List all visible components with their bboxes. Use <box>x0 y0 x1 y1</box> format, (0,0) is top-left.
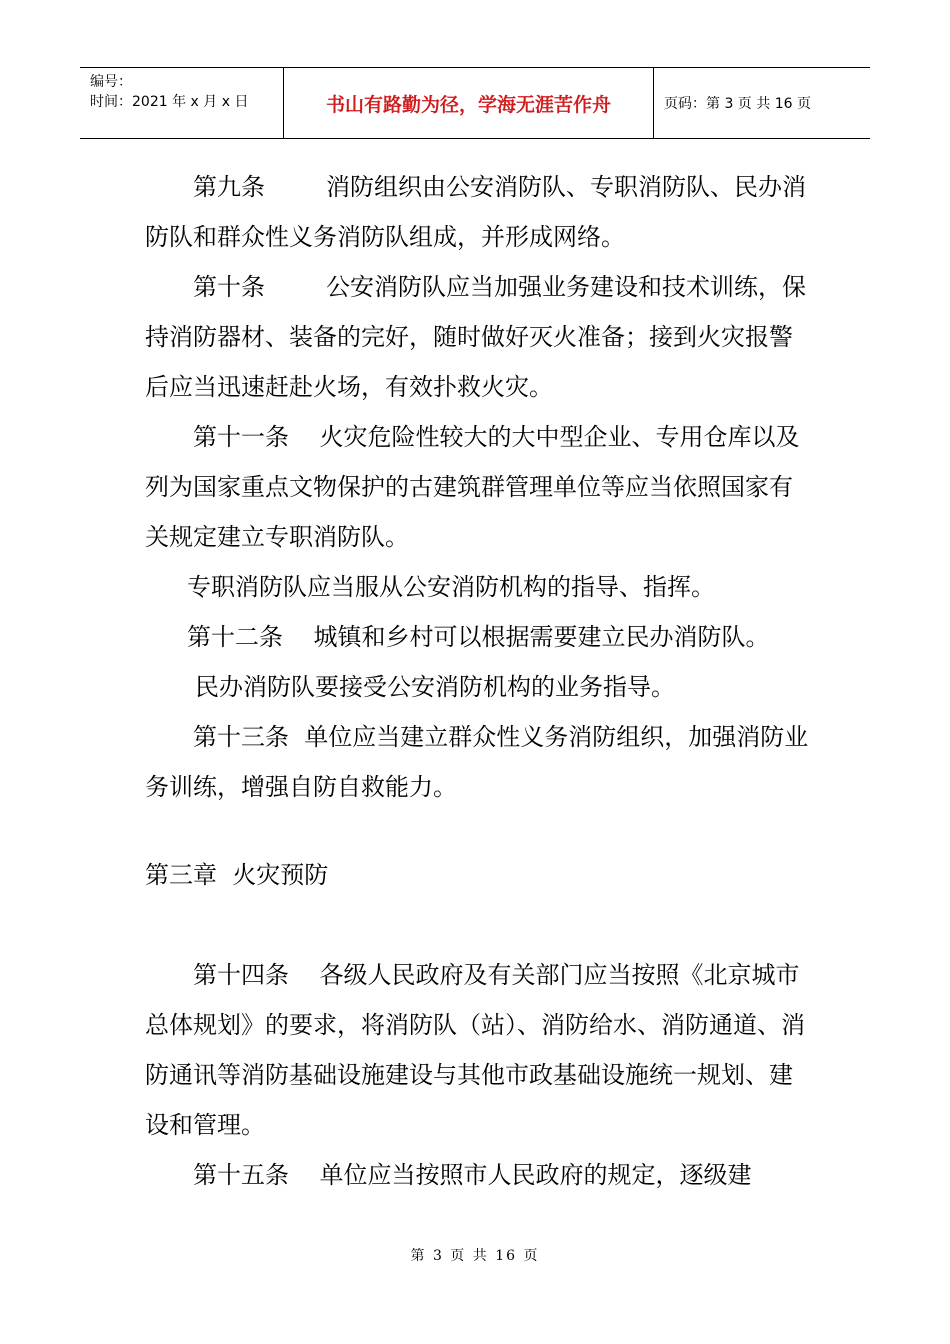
article-11-paragraph-2: 专职消防队应当服从公安消防机构的指导、指挥。 <box>187 573 715 601</box>
header-motto: 书山有路勤为径，学海无涯苦作舟 <box>284 68 654 138</box>
article-11: 第十一条 火灾危险性较大的大中型企业、专用仓库以及列为国家重点文物保护的古建筑群管理单位等应当依照国家有关规定建立专职消防队。 <box>145 423 800 551</box>
document-body <box>145 162 824 1200</box>
article-12: 第十二条 城镇和乡村可以根据需要建立民办消防队。 <box>187 623 770 651</box>
article-13: 第十三条 单位应当建立群众性义务消防组织，加强消防业务训练，增强自防自救能力。 <box>145 723 809 801</box>
page-header <box>80 67 870 139</box>
article-15: 第十五条 单位应当按照市人民政府的规定，逐级建 <box>193 1161 752 1189</box>
chapter-heading: 第三章 火灾预防 <box>145 861 329 889</box>
document-number-label: 编号： <box>90 74 132 90</box>
header-page-info: 页码：第 3 页 共 16 页 <box>664 96 811 112</box>
header-meta <box>80 68 284 138</box>
article-10: 第十条 公安消防队应当加强业务建设和技术训练，保持消防器材、装备的完好，随时做好灭火准备；接到火灾报警 后应当迅速赶赴火场，有效扑救火灾。 <box>145 273 824 401</box>
article-12-paragraph-2: 民办消防队要接受公安消防机构的业务指导。 <box>195 673 675 701</box>
article-14: 第十四条 各级人民政府及有关部门应当按照《北京城市总体规划》的要求，将消防队（站）、消防给水、消防通道、消防通讯等消防基础设施建设与其他市政基础设施统一规划、建设和管理。 <box>145 961 805 1139</box>
page-footer: 第 3 页 共 16 页 <box>410 1248 540 1264</box>
document-time: 时间：2021 年 x 月 x 日 <box>90 94 249 110</box>
article-9: 第九条 消防组织由公安消防队、专职消防队、民办消防队和群众性义务消防队组成，并形成网络。 <box>145 173 807 251</box>
